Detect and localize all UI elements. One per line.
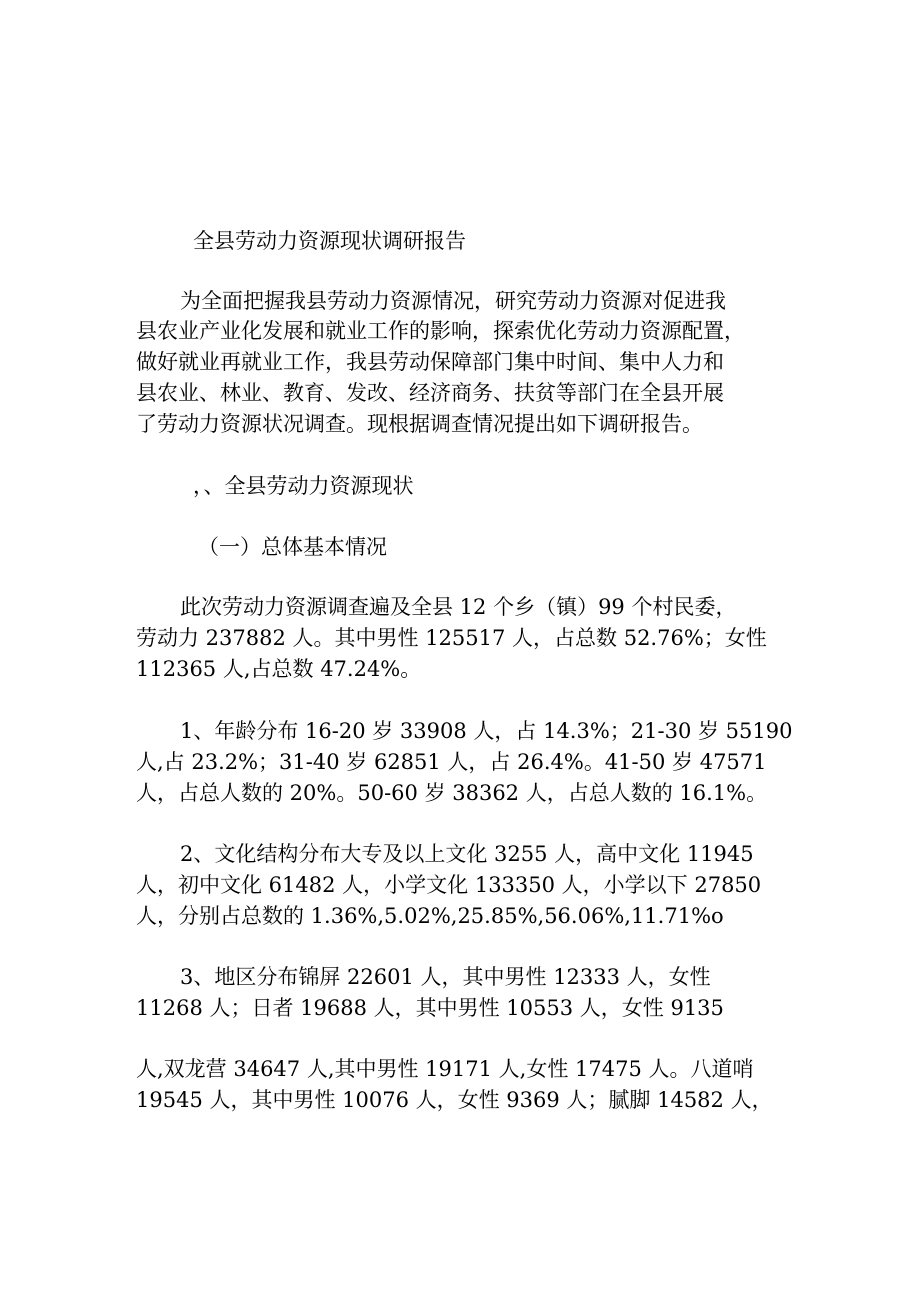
- age-line-1: 1、年龄分布 16-20 岁 33908 人，占 14.3%；21-30 岁 55190: [180, 719, 793, 743]
- age-line-3: 人，占总人数的 20%。50-60 岁 38362 人，占总人数的 16.1%。: [136, 781, 768, 805]
- overall-line-3: 112365 人,占总数 47.24%。: [136, 657, 422, 681]
- document-title: 全县劳动力资源现状调研报告: [193, 229, 466, 253]
- education-line-2: 人，初中文化 61482 人，小学文化 133350 人，小学以下 27850: [136, 873, 762, 897]
- region-line-2: 11268 人；日者 19688 人，其中男性 10553 人，女性 9135: [136, 996, 724, 1020]
- section-heading: ，、全县劳动力资源现状: [193, 474, 414, 498]
- intro-line-5: 了劳动力资源状况调查。现根据调查情况提出如下调研报告。: [136, 412, 703, 436]
- region-line-1: 3、地区分布锦屏 22601 人，其中男性 12333 人，女性: [180, 965, 711, 989]
- region-line-4: 19545 人，其中男性 10076 人，女性 9369 人；腻脚 14582 人，: [136, 1088, 773, 1112]
- overall-line-2: 劳动力 237882 人。其中男性 125517 人，占总数 52.76%；女性: [136, 626, 767, 650]
- intro-line-3: 做好就业再就业工作，我县劳动保障部门集中时间、集中人力和: [136, 350, 724, 374]
- overall-line-1: 此次劳动力资源调查遍及全县 12 个乡（镇）99 个村民委，: [180, 595, 737, 619]
- education-line-1: 2、文化结构分布大专及以上文化 3255 人，高中文化 11945: [180, 842, 754, 866]
- region-line-3: 人,双龙营 34647 人,其中男性 19171 人,女性 17475 人。八道哨: [136, 1057, 754, 1081]
- intro-line-1: 为全面把握我县劳动力资源情况，研究劳动力资源对促进我: [180, 289, 726, 313]
- intro-line-4: 县农业、林业、教育、发改、经济商务、扶贫等部门在全县开展: [136, 381, 724, 405]
- education-line-3: 人，分别占总数的 1.36%,5.02%,25.85%,56.06%,11.71%o: [136, 904, 724, 928]
- subsection-heading: （一）总体基本情况: [198, 535, 387, 559]
- age-line-2: 人,占 23.2%；31-40 岁 62851 人，占 26.4%。41-50 岁 47571: [136, 750, 767, 774]
- intro-line-2: 县农业产业化发展和就业工作的影响，探索优化劳动力资源配置，: [136, 319, 745, 343]
